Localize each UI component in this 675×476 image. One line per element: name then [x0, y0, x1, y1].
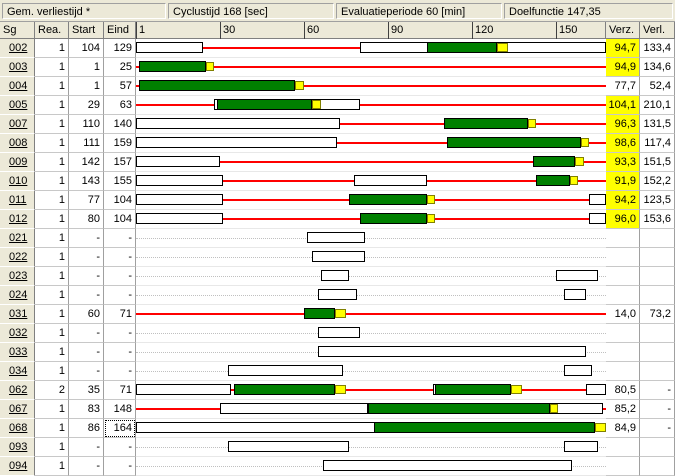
- realisations-cell[interactable]: 1: [35, 457, 69, 476]
- signal-group-label[interactable]: 002: [9, 42, 28, 54]
- yellow-phase-block[interactable]: [427, 195, 435, 204]
- signal-group-id[interactable]: [0, 115, 35, 134]
- axis-tick: 60: [304, 22, 319, 39]
- verz-cell: [606, 343, 640, 362]
- start-cell[interactable]: 1: [69, 77, 104, 96]
- start-cell[interactable]: 80: [69, 210, 104, 229]
- verl-cell: 117,4: [640, 134, 675, 153]
- yellow-phase-block[interactable]: [511, 385, 522, 394]
- conflict-window-box: [318, 346, 586, 357]
- realisations-cell[interactable]: 1: [35, 229, 69, 248]
- realisations-cell[interactable]: 1: [35, 419, 69, 438]
- start-cell[interactable]: -: [69, 343, 104, 362]
- header-eind[interactable]: Eind: [104, 22, 136, 39]
- start-cell[interactable]: -: [69, 286, 104, 305]
- verz-cell: 96,0: [606, 210, 640, 229]
- verz-cell: 80,5: [606, 381, 640, 400]
- signal-group-label[interactable]: 022: [9, 251, 28, 263]
- verz-cell: [606, 457, 640, 476]
- signal-group-id[interactable]: [0, 248, 35, 267]
- table-row[interactable]: [0, 457, 675, 476]
- conflict-window-box: [136, 42, 203, 53]
- verz-cell: 77,7: [606, 77, 640, 96]
- table-row[interactable]: [0, 134, 675, 153]
- objective-function-field: Doelfunctie 147,35: [504, 3, 673, 19]
- realisations-cell[interactable]: 1: [35, 267, 69, 286]
- end-cell[interactable]: -: [104, 229, 136, 248]
- timeline-track[interactable]: [136, 400, 606, 419]
- timeline-track[interactable]: [136, 381, 606, 400]
- verz-cell: 85,2: [606, 400, 640, 419]
- green-phase-bar[interactable]: [427, 42, 497, 53]
- end-cell[interactable]: 104: [104, 191, 136, 210]
- conflict-window-box: [564, 365, 592, 376]
- signal-group-label[interactable]: 032: [9, 327, 28, 339]
- end-cell[interactable]: -: [104, 267, 136, 286]
- realisations-cell[interactable]: 1: [35, 134, 69, 153]
- signal-group-id[interactable]: [0, 457, 35, 476]
- signal-group-label[interactable]: 010: [9, 175, 28, 187]
- conflict-window-box: [556, 270, 598, 281]
- end-cell[interactable]: 71: [104, 305, 136, 324]
- end-cell[interactable]: -: [104, 438, 136, 457]
- timeline-track[interactable]: [136, 115, 606, 134]
- start-cell[interactable]: -: [69, 457, 104, 476]
- timeline-guide: [136, 276, 606, 277]
- signal-group-label[interactable]: 009: [9, 156, 28, 168]
- verz-cell: 96,3: [606, 115, 640, 134]
- conflict-window-box: [220, 403, 368, 414]
- start-cell[interactable]: -: [69, 324, 104, 343]
- table-row[interactable]: [0, 362, 675, 381]
- timeline-track[interactable]: [136, 229, 606, 248]
- signal-group-id[interactable]: [0, 58, 35, 77]
- axis-tick: 90: [388, 22, 403, 39]
- signal-group-id[interactable]: [0, 419, 35, 438]
- realisations-cell[interactable]: 1: [35, 400, 69, 419]
- signal-group-label[interactable]: 094: [9, 460, 28, 472]
- conflict-window-box: [321, 270, 349, 281]
- signal-group-label[interactable]: 011: [9, 194, 27, 206]
- realisations-cell[interactable]: 1: [35, 191, 69, 210]
- verz-cell: 93,3: [606, 153, 640, 172]
- start-cell[interactable]: 110: [69, 115, 104, 134]
- timeline-track[interactable]: [136, 438, 606, 457]
- red-phase-line: [136, 104, 606, 106]
- realisations-cell[interactable]: 1: [35, 153, 69, 172]
- table-row[interactable]: [0, 400, 675, 419]
- table-row[interactable]: [0, 267, 675, 286]
- verl-cell: [640, 343, 675, 362]
- conflict-window-box: [228, 365, 343, 376]
- timeline-track[interactable]: [136, 77, 606, 96]
- conflict-window-box: [318, 289, 357, 300]
- timeline-track[interactable]: [136, 39, 606, 58]
- table-row[interactable]: [0, 172, 675, 191]
- start-cell[interactable]: 104: [69, 39, 104, 58]
- end-cell[interactable]: 63: [104, 96, 136, 115]
- green-phase-bar[interactable]: [444, 118, 528, 129]
- timeline-track[interactable]: [136, 58, 606, 77]
- conflict-window-box: [589, 213, 606, 224]
- green-phase-bar[interactable]: [217, 99, 312, 110]
- verl-cell: -: [640, 419, 675, 438]
- cycle-loss-field: Gem. verliestijd *: [2, 3, 166, 19]
- end-cell[interactable]: 25: [104, 58, 136, 77]
- table-row[interactable]: [0, 419, 675, 438]
- verl-cell: 152,2: [640, 172, 675, 191]
- yellow-phase-block[interactable]: [335, 309, 346, 318]
- verl-cell: 131,5: [640, 115, 675, 134]
- yellow-phase-block[interactable]: [550, 404, 558, 413]
- yellow-phase-block[interactable]: [206, 62, 214, 71]
- conflict-window-box: [354, 175, 427, 186]
- verz-cell: 98,6: [606, 134, 640, 153]
- timeline-track[interactable]: [136, 172, 606, 191]
- verz-cell: [606, 267, 640, 286]
- yellow-phase-block[interactable]: [528, 119, 536, 128]
- realisations-cell[interactable]: 1: [35, 343, 69, 362]
- signal-group-label[interactable]: 023: [9, 270, 28, 282]
- conflict-window-box: [136, 384, 231, 395]
- verz-cell: [606, 362, 640, 381]
- start-cell[interactable]: 111: [69, 134, 104, 153]
- green-phase-bar[interactable]: [139, 80, 295, 91]
- signal-group-id[interactable]: [0, 381, 35, 400]
- timeline-track[interactable]: [136, 210, 606, 229]
- yellow-phase-block[interactable]: [570, 176, 578, 185]
- table-row[interactable]: [0, 210, 675, 229]
- realisations-cell[interactable]: 1: [35, 96, 69, 115]
- verz-cell: 14,0: [606, 305, 640, 324]
- yellow-phase-block[interactable]: [427, 214, 435, 223]
- signal-group-id[interactable]: [0, 96, 35, 115]
- signal-group-id[interactable]: [0, 324, 35, 343]
- signal-group-id[interactable]: [0, 343, 35, 362]
- conflict-window-box: [323, 460, 572, 471]
- realisations-cell[interactable]: 1: [35, 210, 69, 229]
- signal-group-id[interactable]: [0, 77, 35, 96]
- header-rea[interactable]: Rea.: [35, 22, 69, 39]
- signal-group-label[interactable]: 007: [9, 118, 28, 130]
- verl-cell: 151,5: [640, 153, 675, 172]
- timeline-track[interactable]: [136, 419, 606, 438]
- signal-group-id[interactable]: [0, 172, 35, 191]
- signal-group-id[interactable]: [0, 267, 35, 286]
- green-phase-bar[interactable]: [349, 194, 427, 205]
- conflict-window-box: [228, 441, 349, 452]
- verl-cell: 73,2: [640, 305, 675, 324]
- realisations-cell[interactable]: 2: [35, 381, 69, 400]
- header-verl[interactable]: Verl.: [640, 22, 675, 39]
- column-header: [0, 22, 675, 39]
- realisations-cell[interactable]: 1: [35, 362, 69, 381]
- signal-group-label[interactable]: 003: [9, 61, 28, 73]
- signal-group-id[interactable]: [0, 229, 35, 248]
- conflict-window-box: [564, 289, 586, 300]
- conflict-window-box: [318, 327, 360, 338]
- yellow-phase-block[interactable]: [595, 423, 606, 432]
- table-row[interactable]: [0, 153, 675, 172]
- green-phase-bar[interactable]: [139, 61, 206, 72]
- conflict-window-box: [136, 422, 377, 433]
- start-cell[interactable]: 83: [69, 400, 104, 419]
- verl-cell: [640, 248, 675, 267]
- signal-group-label[interactable]: 021: [9, 232, 28, 244]
- signal-group-label[interactable]: 093: [9, 441, 28, 453]
- yellow-phase-block[interactable]: [295, 81, 304, 90]
- green-phase-bar[interactable]: [368, 403, 550, 414]
- table-row[interactable]: [0, 115, 675, 134]
- green-phase-bar[interactable]: [435, 384, 511, 395]
- table-row[interactable]: [0, 324, 675, 343]
- verl-cell: 133,4: [640, 39, 675, 58]
- red-phase-line: [136, 313, 606, 315]
- signal-group-id[interactable]: [0, 134, 35, 153]
- end-cell[interactable]: 164: [104, 419, 136, 438]
- timeline-track[interactable]: [136, 362, 606, 381]
- timeline-guide: [136, 257, 606, 258]
- verz-cell: [606, 286, 640, 305]
- green-phase-bar[interactable]: [536, 175, 570, 186]
- verz-cell: 94,7: [606, 39, 640, 58]
- timeline-track[interactable]: [136, 96, 606, 115]
- end-cell[interactable]: 159: [104, 134, 136, 153]
- start-cell[interactable]: 86: [69, 419, 104, 438]
- signal-group-label[interactable]: 062: [9, 384, 28, 396]
- signal-group-label[interactable]: 024: [9, 289, 28, 301]
- verz-cell: [606, 248, 640, 267]
- timeline-track[interactable]: [136, 191, 606, 210]
- realisations-cell[interactable]: 1: [35, 172, 69, 191]
- verl-cell: 210,1: [640, 96, 675, 115]
- start-cell[interactable]: 142: [69, 153, 104, 172]
- conflict-window-box: [136, 156, 220, 167]
- end-cell[interactable]: 57: [104, 77, 136, 96]
- conflict-window-box: [136, 175, 223, 186]
- verl-cell: -: [640, 381, 675, 400]
- header-sg[interactable]: Sg: [0, 22, 35, 39]
- verl-cell: 153,6: [640, 210, 675, 229]
- signal-group-label[interactable]: 031: [9, 308, 28, 320]
- signal-group-label[interactable]: 033: [9, 346, 28, 358]
- conflict-window-box: [589, 194, 606, 205]
- timeline-track[interactable]: [136, 457, 606, 476]
- status-bar: [0, 0, 675, 22]
- end-cell[interactable]: 157: [104, 153, 136, 172]
- signal-group-id[interactable]: [0, 153, 35, 172]
- realisations-cell[interactable]: 1: [35, 438, 69, 457]
- start-cell[interactable]: -: [69, 267, 104, 286]
- yellow-phase-block[interactable]: [581, 138, 589, 147]
- end-cell[interactable]: -: [104, 248, 136, 267]
- timeline-track[interactable]: [136, 324, 606, 343]
- realisations-cell[interactable]: 1: [35, 115, 69, 134]
- realisations-cell[interactable]: 1: [35, 286, 69, 305]
- timeline-guide: [136, 333, 606, 334]
- conflict-window-box: [136, 213, 223, 224]
- table-row[interactable]: [0, 248, 675, 267]
- timeline-guide: [136, 447, 606, 448]
- signal-group-id[interactable]: [0, 438, 35, 457]
- axis-tick: 1: [136, 22, 145, 39]
- start-cell[interactable]: 29: [69, 96, 104, 115]
- end-cell[interactable]: 104: [104, 210, 136, 229]
- timeline-track[interactable]: [136, 153, 606, 172]
- yellow-phase-block[interactable]: [312, 100, 321, 109]
- green-phase-bar[interactable]: [533, 156, 575, 167]
- table-row[interactable]: [0, 96, 675, 115]
- green-phase-bar[interactable]: [304, 308, 335, 319]
- green-phase-bar[interactable]: [234, 384, 335, 395]
- signal-group-label[interactable]: 005: [9, 99, 28, 111]
- axis-tick: 150: [556, 22, 577, 39]
- signal-group-id[interactable]: [0, 362, 35, 381]
- verl-cell: 52,4: [640, 77, 675, 96]
- signal-group-label[interactable]: 068: [9, 422, 28, 434]
- start-cell[interactable]: -: [69, 362, 104, 381]
- table-row[interactable]: [0, 58, 675, 77]
- end-cell[interactable]: 155: [104, 172, 136, 191]
- start-cell[interactable]: 1: [69, 58, 104, 77]
- signal-group-label[interactable]: 034: [9, 365, 28, 377]
- realisations-cell[interactable]: 1: [35, 58, 69, 77]
- timeline-axis: [136, 22, 606, 39]
- timeline-guide: [136, 238, 606, 239]
- verl-cell: [640, 362, 675, 381]
- green-phase-bar[interactable]: [374, 422, 595, 433]
- timeline-guide: [136, 371, 606, 372]
- conflict-window-box: [136, 194, 223, 205]
- cycle-time-field: Cyclustijd 168 [sec]: [168, 3, 334, 19]
- verl-cell: [640, 267, 675, 286]
- conflict-window-box: [586, 384, 606, 395]
- yellow-phase-block[interactable]: [497, 43, 508, 52]
- signal-group-id[interactable]: [0, 210, 35, 229]
- signal-group-id[interactable]: [0, 39, 35, 58]
- conflict-window-box: [307, 232, 365, 243]
- conflict-window-box: [136, 118, 340, 129]
- realisations-cell[interactable]: 1: [35, 39, 69, 58]
- table-row[interactable]: [0, 381, 675, 400]
- start-cell[interactable]: 143: [69, 172, 104, 191]
- signal-group-label[interactable]: 012: [9, 213, 28, 225]
- end-cell[interactable]: -: [104, 286, 136, 305]
- verl-cell: [640, 457, 675, 476]
- signal-group-id[interactable]: [0, 286, 35, 305]
- realisations-cell[interactable]: 1: [35, 77, 69, 96]
- end-cell[interactable]: -: [104, 457, 136, 476]
- axis-tick: 120: [472, 22, 493, 39]
- verz-cell: 84,9: [606, 419, 640, 438]
- verz-cell: 94,2: [606, 191, 640, 210]
- table-row[interactable]: [0, 229, 675, 248]
- timeline-track[interactable]: [136, 134, 606, 153]
- green-phase-bar[interactable]: [360, 213, 427, 224]
- conflict-window-box: [136, 137, 337, 148]
- timeline-track[interactable]: [136, 343, 606, 362]
- start-cell[interactable]: 77: [69, 191, 104, 210]
- header-verz[interactable]: Verz.: [606, 22, 640, 39]
- yellow-phase-block[interactable]: [335, 385, 346, 394]
- timeline-track[interactable]: [136, 267, 606, 286]
- table-row[interactable]: [0, 77, 675, 96]
- signal-group-label[interactable]: 008: [9, 137, 28, 149]
- evaluation-period-field: Evaluatieperiode 60 [min]: [336, 3, 502, 19]
- verl-cell: 123,5: [640, 191, 675, 210]
- realisations-cell[interactable]: 1: [35, 248, 69, 267]
- verz-cell: 104,1: [606, 96, 640, 115]
- yellow-phase-block[interactable]: [575, 157, 584, 166]
- verl-cell: [640, 324, 675, 343]
- signal-group-label[interactable]: 004: [9, 80, 28, 92]
- verz-cell: [606, 438, 640, 457]
- realisations-cell[interactable]: 1: [35, 305, 69, 324]
- axis-tick: 30: [220, 22, 235, 39]
- timeline-guide: [136, 295, 606, 296]
- table-row[interactable]: [0, 191, 675, 210]
- start-cell[interactable]: -: [69, 438, 104, 457]
- signal-group-id[interactable]: [0, 191, 35, 210]
- verz-cell: 91,9: [606, 172, 640, 191]
- signal-group-label[interactable]: 067: [9, 403, 28, 415]
- conflict-window-box: [312, 251, 365, 262]
- verl-cell: [640, 229, 675, 248]
- timeline-track[interactable]: [136, 305, 606, 324]
- table-row[interactable]: [0, 286, 675, 305]
- conflict-window-box: [564, 441, 598, 452]
- end-cell[interactable]: 148: [104, 400, 136, 419]
- verz-cell: [606, 324, 640, 343]
- signal-group-id[interactable]: [0, 400, 35, 419]
- verl-cell: [640, 286, 675, 305]
- timeline-track[interactable]: [136, 286, 606, 305]
- verz-cell: 94,9: [606, 58, 640, 77]
- verl-cell: 134,6: [640, 58, 675, 77]
- table-row[interactable]: [0, 39, 675, 58]
- verl-cell: [640, 438, 675, 457]
- green-phase-bar[interactable]: [447, 137, 581, 148]
- start-cell[interactable]: -: [69, 248, 104, 267]
- signal-group-id[interactable]: [0, 305, 35, 324]
- table-row[interactable]: [0, 343, 675, 362]
- end-cell[interactable]: -: [104, 324, 136, 343]
- end-cell[interactable]: 71: [104, 381, 136, 400]
- end-cell[interactable]: 140: [104, 115, 136, 134]
- realisations-cell[interactable]: 1: [35, 324, 69, 343]
- start-cell[interactable]: 35: [69, 381, 104, 400]
- timeline-track[interactable]: [136, 248, 606, 267]
- start-cell[interactable]: 60: [69, 305, 104, 324]
- table-row[interactable]: [0, 438, 675, 457]
- table-row[interactable]: [0, 305, 675, 324]
- end-cell[interactable]: -: [104, 362, 136, 381]
- end-cell[interactable]: -: [104, 343, 136, 362]
- end-cell[interactable]: 129: [104, 39, 136, 58]
- verl-cell: -: [640, 400, 675, 419]
- verz-cell: [606, 229, 640, 248]
- header-start[interactable]: Start: [69, 22, 104, 39]
- start-cell[interactable]: -: [69, 229, 104, 248]
